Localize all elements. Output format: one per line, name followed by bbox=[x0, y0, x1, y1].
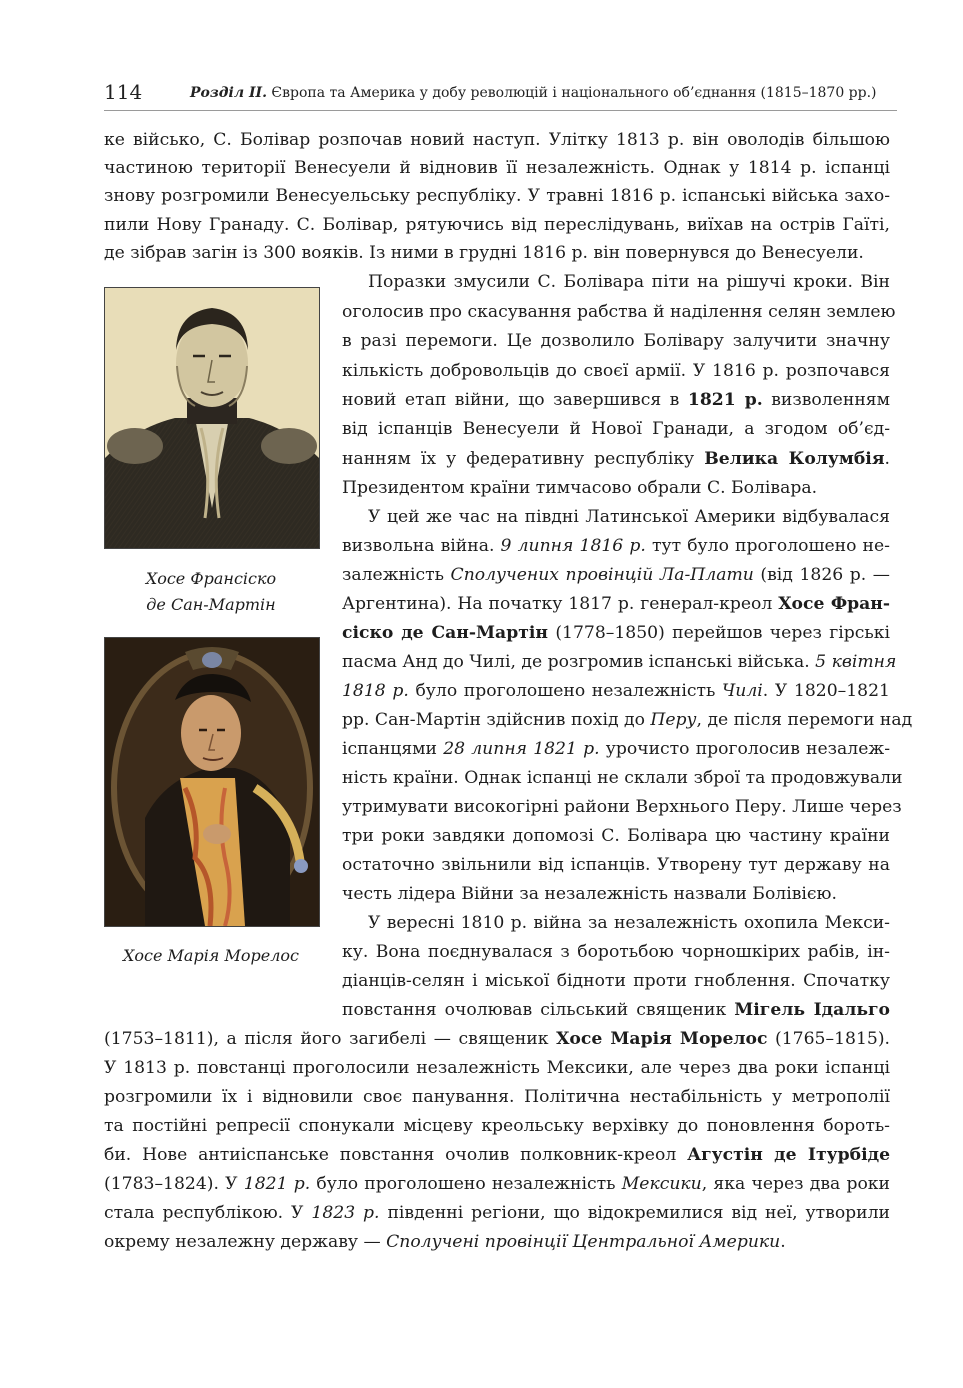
text-line: де зібрав загін із 300 вояків. Із ними в грудні 1816 р. він повернувся до Венесуели. bbox=[104, 243, 864, 263]
text-line: У 1813 р. повстанці проголосили незалежність Мексики, але через два роки іспанці bbox=[104, 1058, 890, 1078]
text-line: ке військо, С. Болівар розпочав новий наступ. Улітку 1813 р. він оволодів більшою bbox=[104, 130, 890, 150]
text-line: рр. Сан-Мартін здійснив похід до Перу, де після перемоги над bbox=[342, 710, 913, 730]
caption-morelos bbox=[104, 943, 318, 969]
text-line: ність країни. Однак іспанці не склали зброї та продовжували bbox=[342, 768, 903, 788]
text-line: від іспанців Венесуели й Нової Гранади, а згодом об’єд- bbox=[342, 419, 890, 439]
text-line: Президентом країни тимчасово обрали С. Болівара. bbox=[342, 478, 818, 498]
text-line: іспанцями 28 липня 1821 р. урочисто проголосив незалеж- bbox=[342, 739, 891, 759]
text-line: ку. Вона поєднувалася з боротьбою чорношкірих рабів, ін- bbox=[342, 942, 890, 962]
text-line: честь лідера Війни за незалежність назвали Болівією. bbox=[342, 884, 837, 904]
portrait-san-martin bbox=[104, 287, 320, 549]
portrait-engraving-illustration bbox=[105, 288, 319, 548]
text-line: діанців-селян і міської бідноти проти гноблення. Спочатку bbox=[342, 971, 890, 991]
caption-line: де Сан-Мартін bbox=[146, 595, 276, 614]
running-header bbox=[190, 85, 877, 101]
text-line: (1753–1811), а після його загибелі — священик Хосе Марія Морелос (1765–1815). bbox=[104, 1029, 890, 1049]
text-line: оголосив про скасування рабства й наділення селян землею bbox=[342, 302, 896, 322]
text-line: пасма Анд до Чилі, де розгромив іспанські війська. 5 квітня bbox=[342, 652, 897, 672]
text-line: повстання очолював сільський священик Мігель Ідальго bbox=[342, 1000, 890, 1020]
text-line: розгромили їх і відновили своє панування. Політична нестабільність у метрополії bbox=[104, 1087, 890, 1107]
text-line: У цей же час на півдні Латинської Америки відбувалася bbox=[368, 507, 890, 527]
text-line: стала республікою. У 1823 р. південні регіони, що відокремилися від неї, утворили bbox=[104, 1203, 891, 1223]
text-line: сіско де Сан-Мартін (1778–1850) перейшов через гірські bbox=[342, 623, 890, 643]
text-line: новий етап війни, що завершився в 1821 р. визволенням bbox=[342, 390, 890, 410]
header-divider bbox=[104, 110, 897, 111]
text-line: кількість добровольців до своєї армії. У 1816 р. розпочався bbox=[342, 361, 890, 381]
text-line: окрему незалежну державу — Сполучені провінції Центральної Америки. bbox=[104, 1232, 786, 1252]
text-line: нанням їх у федеративну республіку Велика Колумбія. bbox=[342, 449, 890, 469]
text-line: Аргентина). На початку 1817 р. генерал-креол Хосе Фран- bbox=[342, 594, 891, 614]
text-line: в разі перемоги. Це дозволило Болівару залучити значну bbox=[342, 331, 890, 351]
text-line: частиною території Венесуели й відновив її незалежність. Однак у 1814 р. іспанці bbox=[104, 158, 890, 178]
text-line: (1783–1824). У 1821 р. було проголошено незалежність Мексики, яка через два роки bbox=[104, 1174, 890, 1194]
text-line: три роки завдяки допомозі С. Болівара цю частину країни bbox=[342, 826, 890, 846]
caption-line: Хосе Марія Морелос bbox=[122, 946, 299, 965]
text-line: знову розгромили Венесуельську республіку. У травні 1816 р. іспанські війська захо- bbox=[104, 186, 890, 206]
text-line: утримувати високогірні райони Верхнього Перу. Лише через bbox=[342, 797, 902, 817]
text-line: визвольна війна. 9 липня 1816 р. тут було проголошено не- bbox=[342, 536, 890, 556]
caption-san-martin bbox=[104, 566, 318, 618]
portrait-painting-illustration bbox=[105, 638, 319, 926]
text-line: пили Нову Гранаду. С. Болівар, рятуючись від переслідувань, виїхав на острів Гаїті, bbox=[104, 215, 890, 235]
text-line: та постійні репресії спонукали місцеву креольську верхівку до поновлення бороть- bbox=[104, 1116, 890, 1136]
text-line: залежність Сполучених провінцій Ла-Плати (від 1826 р. — bbox=[342, 565, 890, 585]
text-line: 1818 р. було проголошено незалежність Чилі. У 1820–1821 bbox=[342, 681, 890, 701]
caption-line: Хосе Франсіско bbox=[145, 569, 277, 588]
text-line: би. Нове антиіспанське повстання очолив полковник-креол Агустін де Ітурбіде bbox=[104, 1145, 890, 1165]
section-label: Розділ ІІ. bbox=[190, 85, 267, 101]
section-title: Європа та Америка у добу революцій і національного об’єднання (1815–1870 рр.) bbox=[271, 85, 877, 101]
portrait-morelos bbox=[104, 637, 320, 927]
text-line: остаточно звільнили від іспанців. Утворену тут державу на bbox=[342, 855, 890, 875]
text-line: Поразки змусили С. Болівара піти на рішучі кроки. Він bbox=[368, 272, 890, 292]
text-line: У вересні 1810 р. війна за незалежність охопила Мекси- bbox=[368, 913, 890, 933]
page-number: 114 bbox=[104, 80, 143, 104]
